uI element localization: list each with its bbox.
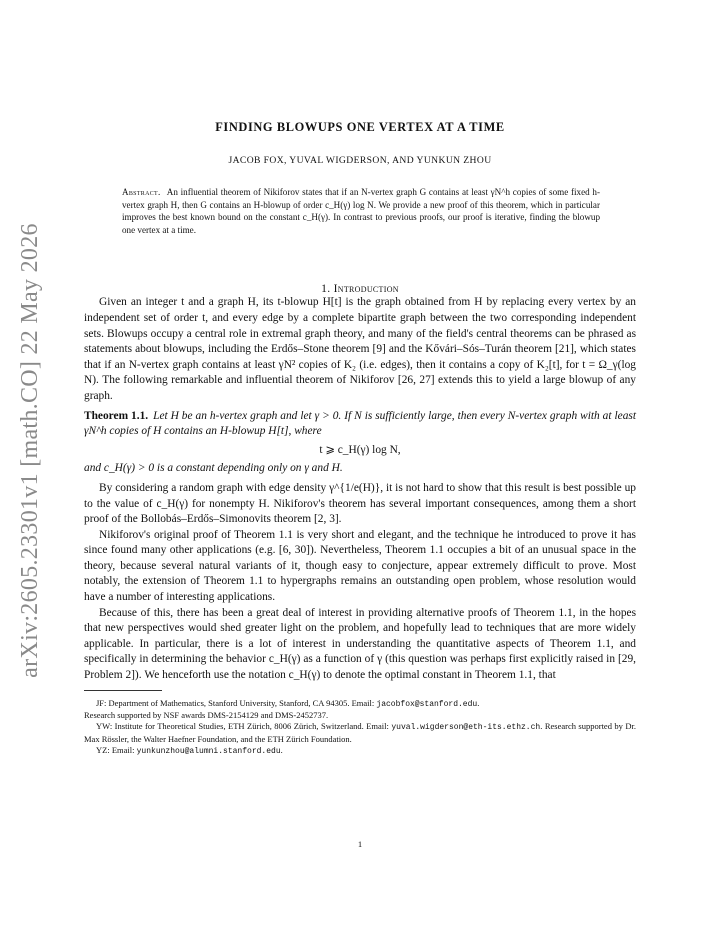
arxiv-sidebar-stamp [10, 222, 50, 678]
yz-email[interactable]: yunkunzhou@alumni.stanford.edu [136, 746, 281, 756]
abstract-text: An influential theorem of Nikiforov states that if an N-vertex graph G contains at least γN^h copies of some fixed h-vertex graph H, then G contains an H-blowup of order c_H(γ) log N. We provide a new proof of this theorem, which in particular improves the best known bound on the constant c_H(γ). In contrast to previous proofs, our proof is iterative, finding the blowup one vertex at a time. [122, 187, 600, 235]
intro-paragraph: Given an integer t and a graph H, its t-blowup H[t] is the graph obtained from H by replacing every vertex by an independent set of order t, and every edge by a complete bipartite graph between the two corresponding independent sets. Blowups occupy a central role in extremal graph theory, and many of the field's central theorems can be phrased as statements about blowups, including the Erdős–Stone theorem [9] and the Kővári–Sós–Turán theorem [21], which states that if an N-vertex graph contains at least γN² copies of K₂ (i.e. edges), then it contains a copy of K₂[t], for t = Ω_γ(log N). The following remarkable and influential theorem of Nikiforov [26, 27] extends this to yield a large blowup of any graph. [84, 296, 636, 402]
alternative-proofs-paragraph: Because of this, there has been a great deal of interest in providing alternative proofs of Theorem 1.1, in the hopes that new perspectives would shed greater light on the problem, and hopefully lead to techniques that are more widely applicable. In particular, there is a lot of interest in understanding the quantitative aspects of Theorem 1.1, and specifically in determining the behavior c_H(γ) as a function of γ (this question was perhaps first explicitly raised in [29, Problem 2]). We henceforth use the notation c_H(γ) to denote the optimal constant in Theorem 1.1, that [84, 606, 636, 682]
random-graph-paragraph: By considering a random graph with edge density γ^{1/e(H)}, it is not hard to show that this result is best possible up to the value of c_H(γ) for nonempty H. Nikiforov's theorem has several important consequences, among them a short proof of the Bollobás–Erdős–Simonovits theorem [2, 3]. [84, 481, 636, 526]
footnote-jf: JF: Department of Mathematics, Stanford University, Stanford, CA 94305. Email: jacobfox@stanford.edu. [96, 697, 480, 709]
section-heading [84, 282, 636, 295]
jf-email[interactable]: jacobfox@stanford.edu [376, 699, 478, 709]
footnote-yw-support: Research supported by Dr. Max Rössler, the Walter Haefner Foundation, and the ETH Zürich Foundation. [84, 721, 637, 744]
arxiv-identifier: arXiv:2605.23301v1 [math.CO] 22 May 2026 [16, 222, 43, 678]
paper-title: FINDING BLOWUPS ONE VERTEX AT A TIME [215, 120, 505, 134]
yw-email[interactable]: yuval.wigderson@eth-its.ethz.ch [391, 723, 541, 733]
theorem-block [84, 409, 636, 440]
footnotes [84, 698, 636, 757]
original-proof-paragraph: Nikiforov's original proof of Theorem 1.1 is very short and elegant, and the technique he introduced to prove it has since found many other applications (e.g. [6, 30]). Nevertheless, Theorem 1.1 occupies a bit of an unusual space in the theory, because several natural variants of it, though easy to conjecture, appear extremely difficult to prove. Most notably, the extension of Theorem 1.1 to hypergraphs remains an outstanding open problem, whose resolution would have a number of interesting applications. [84, 528, 636, 604]
footnote-divider [84, 690, 162, 691]
footnote-jf-support: Research supported by NSF awards DMS-2154129 and DMS-2452737. [84, 709, 329, 720]
theorem-statement: Let H be an h-vertex graph and let γ > 0. If N is sufficiently large, then every N-vertex graph with at least γN^h copies of H contains an H-blowup H[t], where [84, 409, 636, 438]
theorem-display-equation: t ⩾ c_H(γ) log N, [319, 443, 401, 456]
paper-page [84, 120, 636, 757]
theorem-closing: and c_H(γ) > 0 is a constant depending only on γ and H. [84, 462, 343, 475]
footnote-yz: YZ: Email: yunkunzhou@alumni.stanford.edu. [96, 744, 283, 756]
section-number: 1. [321, 282, 331, 296]
footnote-yw: YW: Institute for Theoretical Studies, ETH Zürich, 8006 Zürich, Switzerland. Email: yuval.wigderson@eth-its.ethz.ch. Research supported by Dr. Max Rössler, the Walter Haefner Foundation, and the ETH Zürich Foundation. [84, 721, 637, 744]
section-title: Introduction [333, 282, 399, 296]
page-number: 1 [357, 839, 363, 849]
theorem-heading: Theorem 1.1. [84, 409, 149, 422]
abstract [122, 186, 600, 236]
paper-authors: JACOB FOX, YUVAL WIGDERSON, AND YUNKUN ZHOU [228, 155, 492, 166]
abstract-label: Abstract. [122, 187, 161, 197]
